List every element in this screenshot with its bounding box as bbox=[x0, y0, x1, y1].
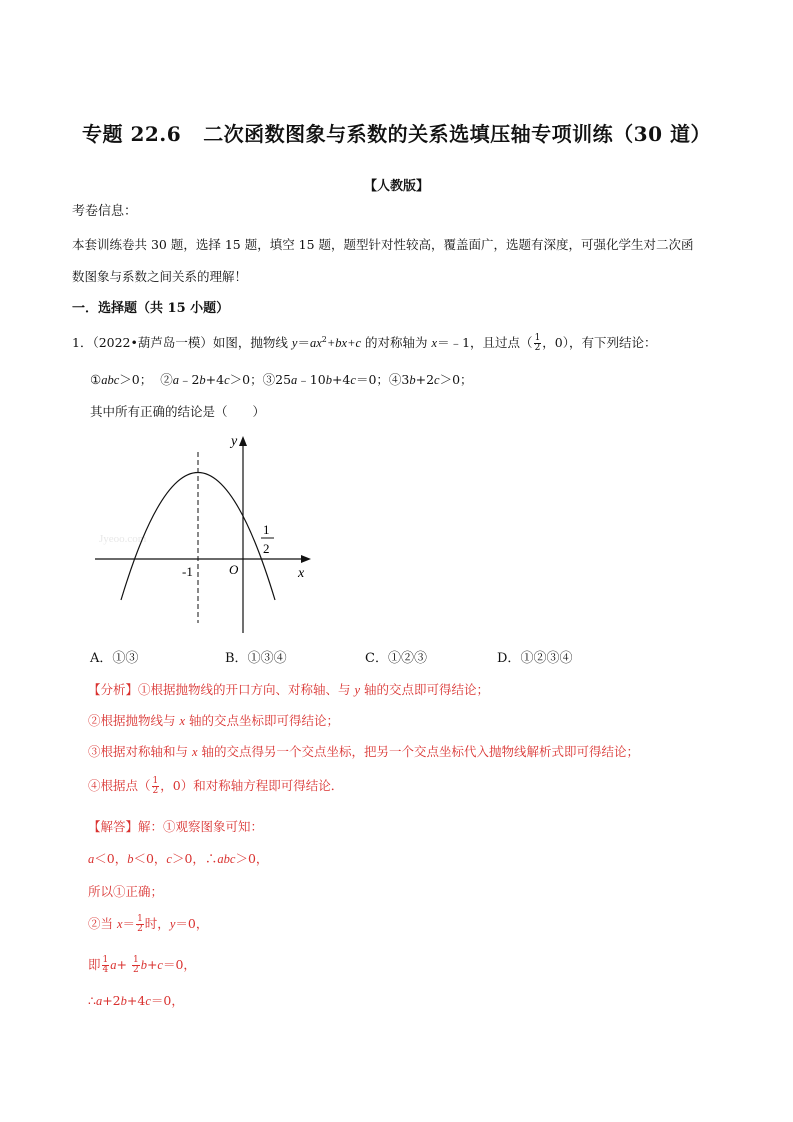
solution-line-4 bbox=[88, 914, 208, 934]
stem-text: ，0），有下列结论： bbox=[542, 335, 657, 350]
analysis-text: 轴的交点得另一个交点坐标，把另一个交点坐标代入抛物线解析式即可得结论； bbox=[197, 744, 640, 759]
question-prompt: 其中所有正确的结论是（ ） bbox=[90, 404, 266, 419]
math-op: +2 bbox=[102, 993, 121, 1008]
math-var: ax bbox=[309, 336, 322, 350]
y-axis-label: y bbox=[231, 434, 238, 449]
fraction-half bbox=[136, 915, 144, 934]
solution-line-1 bbox=[88, 817, 263, 835]
math-op: ＝0， bbox=[150, 993, 184, 1008]
choice-letter: A． bbox=[90, 651, 113, 666]
choice-letter: C． bbox=[365, 651, 388, 666]
info-line-2: 数图象与系数之间关系的理解！ bbox=[72, 269, 248, 284]
fraction-num: 1 bbox=[152, 776, 159, 786]
analysis-text: 轴的交点坐标即可得结论； bbox=[185, 713, 340, 728]
solution-text: ②当 bbox=[88, 916, 117, 931]
solution-text: 解：①观察图象可知： bbox=[138, 819, 264, 834]
math-var: b bbox=[325, 373, 332, 387]
stem-text: ＝﹣1，且过点（ bbox=[437, 335, 533, 350]
fraction-num: 1 bbox=[132, 955, 139, 965]
choice-value: ①②③④ bbox=[520, 651, 573, 666]
point-frac-den: 2 bbox=[263, 541, 270, 556]
solution-text: 时， bbox=[144, 916, 170, 931]
math-var: a bbox=[110, 958, 117, 972]
choice-b[interactable] bbox=[225, 647, 287, 666]
math-var: x bbox=[431, 336, 438, 350]
analysis-text: ①根据抛物线的开口方向、对称轴、与 bbox=[138, 682, 355, 697]
math-op: 3 bbox=[401, 372, 410, 387]
math-op: ＝ bbox=[297, 335, 310, 350]
origin-label: O bbox=[229, 562, 239, 577]
math-var: c bbox=[434, 373, 440, 387]
edition-label: 【人教版】 bbox=[363, 179, 429, 194]
x-axis-label: x bbox=[298, 566, 305, 581]
question-source: （2022•葫芦岛一模） bbox=[92, 335, 213, 350]
y-axis-arrow-icon bbox=[239, 436, 247, 446]
math-op: ＞0； bbox=[439, 372, 473, 387]
math-var: c bbox=[224, 373, 230, 387]
math-op: +2 bbox=[415, 372, 435, 387]
math-op: + bbox=[146, 957, 158, 972]
math-op: ﹣2 bbox=[178, 372, 200, 387]
topic-code: 专题 22.6 bbox=[82, 122, 182, 146]
fraction-den: 2 bbox=[137, 924, 143, 934]
math-var: y bbox=[169, 917, 176, 931]
info-label: 考卷信息： bbox=[72, 204, 138, 219]
conclusions-line bbox=[90, 370, 473, 388]
fraction-half bbox=[534, 334, 542, 353]
stem-text: 如图，抛物线 bbox=[212, 335, 292, 350]
stem-text: 的对称轴为 bbox=[361, 335, 432, 350]
analysis-text: ②根据抛物线与 bbox=[88, 713, 180, 728]
choice-value: ①③ bbox=[112, 651, 139, 666]
math-op: +4 bbox=[126, 993, 146, 1008]
math-var: x bbox=[116, 917, 123, 931]
math-op: 25 bbox=[275, 372, 292, 387]
math-var: x bbox=[179, 714, 186, 728]
choice-value: ①②③ bbox=[387, 651, 427, 666]
conclusion-mark: ② bbox=[160, 372, 173, 387]
analysis-line-4 bbox=[88, 776, 343, 796]
fraction-half bbox=[132, 956, 140, 975]
solution-text: 即 bbox=[88, 957, 101, 972]
math-var: abc bbox=[217, 852, 236, 866]
math-op: +4 bbox=[331, 372, 351, 387]
math-var: c bbox=[166, 852, 172, 866]
analysis-text: 轴的交点即可得结论； bbox=[360, 682, 490, 697]
analysis-line-1 bbox=[88, 680, 489, 698]
choice-value: ①③④ bbox=[247, 651, 287, 666]
fraction-quarter bbox=[102, 956, 110, 975]
info-line-1: 本套训练卷共 30 题，选择 15 题，填空 15 题，题型针对性较高，覆盖面广，选题有深度，可强化学生对二次函 bbox=[72, 237, 694, 252]
math-op: ＞0； bbox=[229, 372, 263, 387]
question-number: 1． bbox=[72, 335, 93, 350]
parabola-graph bbox=[85, 430, 325, 635]
x-axis-arrow-icon bbox=[301, 555, 311, 563]
math-var: c bbox=[350, 373, 356, 387]
math-var: b bbox=[199, 373, 206, 387]
fraction-half bbox=[152, 777, 160, 796]
analysis-text: ④根据点（ bbox=[88, 778, 151, 793]
section-heading: 一．选择题（共 15 小题） bbox=[72, 301, 230, 316]
math-op: ＝ bbox=[122, 916, 136, 931]
choice-c[interactable] bbox=[365, 647, 427, 666]
math-op: +4 bbox=[205, 372, 225, 387]
math-op: ＝0， bbox=[175, 916, 209, 931]
analysis-text: ③根据对称轴和与 bbox=[88, 744, 192, 759]
question-1-stem bbox=[72, 333, 657, 353]
document-title bbox=[0, 118, 793, 147]
conclusion-mark: ① bbox=[90, 372, 102, 387]
math-op: ＜0， bbox=[133, 851, 167, 866]
choice-a[interactable] bbox=[90, 647, 138, 666]
math-var: a bbox=[88, 852, 95, 866]
watermark: Jyeoo.com bbox=[99, 533, 147, 545]
math-var: y bbox=[354, 683, 361, 697]
solution-line-2 bbox=[88, 849, 268, 867]
solution-line-6 bbox=[88, 991, 184, 1009]
math-var: +bx+c bbox=[326, 336, 362, 350]
point-frac-num: 1 bbox=[263, 522, 270, 537]
math-var: y bbox=[291, 336, 298, 350]
math-op: ＞0，∴ bbox=[171, 851, 218, 866]
analysis-line-3 bbox=[88, 742, 639, 760]
analysis-tag: 【分析】 bbox=[88, 682, 139, 697]
math-op: ＜0， bbox=[94, 851, 128, 866]
math-var: c bbox=[157, 958, 163, 972]
fraction-num: 1 bbox=[534, 333, 541, 343]
fraction-den: 2 bbox=[152, 786, 159, 796]
math-op: ＝0； bbox=[355, 372, 389, 387]
fraction-num: 1 bbox=[137, 914, 143, 924]
solution-line-5 bbox=[88, 955, 196, 975]
math-op: ＞0， bbox=[235, 851, 269, 866]
math-op: ＞0； bbox=[119, 372, 153, 387]
math-sup: 2 bbox=[321, 334, 327, 344]
math-op: + bbox=[116, 957, 131, 972]
analysis-text: ，0）和对称轴方程即可得结论． bbox=[160, 778, 344, 793]
math-var: b bbox=[409, 373, 416, 387]
math-var: b bbox=[120, 994, 127, 1008]
solution-tag: 【解答】 bbox=[88, 819, 139, 834]
math-var: c bbox=[145, 994, 151, 1008]
math-var: b bbox=[140, 958, 147, 972]
choice-letter: D． bbox=[497, 651, 521, 666]
analysis-line-2 bbox=[88, 711, 339, 729]
math-var: a bbox=[291, 373, 298, 387]
math-op: ＝0， bbox=[162, 957, 196, 972]
conclusion-mark: ③ bbox=[262, 372, 276, 387]
tick-label-neg1: -1 bbox=[182, 564, 193, 579]
fraction-den: 2 bbox=[132, 965, 139, 975]
math-var: b bbox=[127, 852, 134, 866]
fraction-den: 4 bbox=[102, 965, 109, 975]
title-text: 二次函数图象与系数的关系选填压轴专项训练（30 道） bbox=[203, 122, 711, 146]
math-var: a bbox=[172, 373, 179, 387]
fraction-num: 1 bbox=[102, 955, 109, 965]
fraction-den: 2 bbox=[534, 343, 541, 353]
math-var: abc bbox=[101, 373, 120, 387]
math-var: x bbox=[191, 745, 198, 759]
conclusion-mark: ④ bbox=[388, 372, 402, 387]
math-var: a bbox=[95, 994, 103, 1008]
choice-d[interactable] bbox=[497, 647, 572, 666]
math-op: ∴ bbox=[88, 993, 96, 1008]
solution-line-3: 所以①正确； bbox=[88, 884, 164, 899]
choice-letter: B． bbox=[225, 651, 248, 666]
math-op: ﹣10 bbox=[297, 372, 326, 387]
